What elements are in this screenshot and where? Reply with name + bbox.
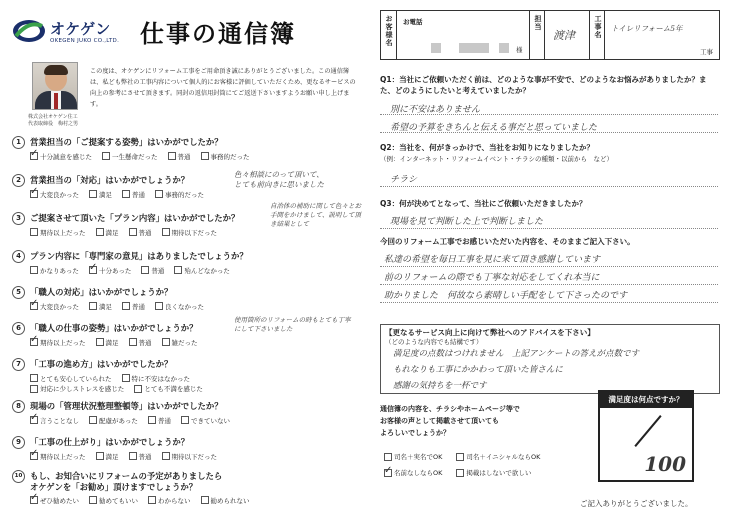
checkbox[interactable] xyxy=(30,266,38,274)
checkbox[interactable] xyxy=(148,496,156,504)
intro-text: この度は、オケゲンにリフォーム工事をご用命頂き誠にありがとうございました。この通信簿は、私ども弊社の工事内容について個人的にお客様に評価していただくため、更なるサービスの向上の参考にさせて頂きます。同封の返信用封筒にてご返送下さいますようお願い申し上げます。 xyxy=(90,68,356,108)
checkbox[interactable] xyxy=(122,190,130,198)
advice-line2: もれなりも工事にかかわって頂いた皆さんに xyxy=(393,365,563,375)
handwritten-note-q3: 自治体の補助に関して色々とお手間をかけまして、説明して頂き結果として xyxy=(270,202,361,228)
checkbox[interactable] xyxy=(89,302,97,310)
logo xyxy=(12,14,122,54)
staff-label: 担当 xyxy=(534,15,542,31)
checkbox[interactable] xyxy=(168,152,176,160)
score-value: 100 xyxy=(644,452,686,476)
page-title: 仕事の通信簿 xyxy=(140,20,296,48)
checkbox[interactable] xyxy=(456,469,464,477)
checkbox[interactable] xyxy=(30,385,38,393)
checkbox[interactable] xyxy=(102,152,110,160)
advice-line1: 満足度の点数はつけれません 上記アンケートの答えが点数です xyxy=(393,349,639,359)
satisfaction-score-box xyxy=(598,390,694,482)
answer-q2: チラシ xyxy=(390,175,418,185)
score-title: 満足度は何点ですか？ xyxy=(600,392,692,408)
right-page xyxy=(380,8,720,513)
publish-options-row2: ✓ 名前なしならOK 掲載はしないで欲しい xyxy=(384,468,531,477)
work-label: 工事名 xyxy=(594,15,602,39)
checkbox[interactable] xyxy=(129,228,137,236)
checkbox[interactable] xyxy=(122,302,130,310)
brand-sub: OKEGEN JUKO CO.,LTD. xyxy=(50,38,120,44)
checkbox[interactable] xyxy=(96,228,104,236)
logo-mark-icon xyxy=(12,18,46,44)
checkbox[interactable] xyxy=(96,338,104,346)
checkbox[interactable] xyxy=(89,190,97,198)
question-text: 営業担当の「ご提案する姿勢」はいかがでしたか？ xyxy=(30,137,223,147)
answer-q3: 現場を見て判断した上で判断しました xyxy=(390,217,544,227)
redacted-block xyxy=(499,43,509,53)
q2-text: Q2：当社を、何がきっかけで、当社をお知りになりましたか？ xyxy=(380,143,594,152)
message-line2: 前のリフォームの際でも丁寧な対応をしてくれ本当に xyxy=(384,273,600,283)
advice-line3: 感謝の気持ちを一杯です xyxy=(393,381,487,391)
checkbox[interactable] xyxy=(89,266,97,274)
checkbox[interactable] xyxy=(30,302,38,310)
checkbox[interactable] xyxy=(96,452,104,460)
checkbox[interactable] xyxy=(201,496,209,504)
message-title: 今回のリフォーム工事でお感じいただいた内容を、そのままご記入下さい。 xyxy=(380,237,635,246)
honorific: 様 xyxy=(516,46,523,54)
staff-value: 渡津 xyxy=(553,29,575,42)
checkbox[interactable] xyxy=(89,416,97,424)
checkbox[interactable] xyxy=(155,190,163,198)
answer-q1-line2: 希望の予算をきちんと伝える事だと思っていました xyxy=(390,123,598,133)
question-number: 1 xyxy=(12,136,25,149)
checkbox[interactable] xyxy=(148,416,156,424)
checkbox[interactable] xyxy=(30,152,38,160)
redacted-block xyxy=(459,43,489,53)
advice-title: 【更なるサービス向上に向けて弊社へのアドバイスを下さい】 xyxy=(385,328,595,337)
photo-caption: 株式会社オケゲン住工 代表取締役 梅村之男 xyxy=(28,114,79,127)
publish-question-line2: お客様の声として掲載させて頂いても xyxy=(380,417,499,425)
publish-options-row1: 司名＋実名でOK 司名＋イニシャルならOK xyxy=(384,452,540,461)
checkbox[interactable] xyxy=(129,338,137,346)
checkbox[interactable] xyxy=(30,228,38,236)
answer-q1-line1: 別に不安はありません xyxy=(390,105,481,115)
checkbox[interactable] xyxy=(122,374,130,382)
customer-label: お客様名 xyxy=(385,15,393,47)
checkbox[interactable] xyxy=(30,338,38,346)
message-line3: 助かりました 何故なら素晴しい手配をして下さったのです xyxy=(384,291,628,301)
score-slash xyxy=(634,415,661,447)
checkbox[interactable] xyxy=(384,453,392,461)
checkbox[interactable] xyxy=(30,190,38,198)
publish-question-line1: 通信簿の内容を、チラシやホームページ等で xyxy=(380,405,520,413)
president-photo xyxy=(32,62,78,110)
checkbox[interactable] xyxy=(30,452,38,460)
left-page: オケゲン OKEGEN JUKO CO.,LTD. 仕事の通信簿 株式会社オケゲン住工 代表取締役 梅村之男 この度は、オケゲンにリフォーム工事をご用命頂き誠にありがとうございました。この通信簿は、私ども弊社の工事内容について個人的にお客様に評価していただくため、更なるサービスの向上の参考にさせて頂きます。同封の返信用封筒にてご返送下さいますようお願い申し上げます。 1 営業担当の「ご提案する姿勢」はいかがでしたか？ ✓ 十分誠意を感じた 一生懸命だった 普通 事務的だった 2 営業担当の「対応」はいかがでしょうか？ ✓ 大変良かった 満足 普通 事務的だった 色々相談にのって頂いて、とても前向きに思いました 3 ご提案させて頂いた「プラン内容」はいかがでしたか？ 期待以上だった 満足 普通 期待以下だった 自治体の補助に関して色々とお手間をかけまして、説明して頂き結果として 4 プラン内容に「専門家の意見」はありましたでしょうか？ かなりあった ✓ 十分あった 普通 殆んどなかった 5 「職人の対応」はいかがでしょうか？ ✓ 大変良かった 満足 普通 良くなかった 6 「職人の仕事の姿勢」はいかがでしょうか？ ✓ 期待以上だった 満足 普通 雑だった 使用箇所のリフォームの時もとても丁寧にして下さいました 7 「工事の進め方」はいかがでしたか？ とても安心していられた 特に不安はなかった 対応に少しストレスを感じた とても不満を感じた 8 現場の「管理状況整理整頓等」はいかがでしたか？ ✓ 言うことなし 配慮があった 普通 できていない 9 「工事の仕上がり」はいかがでしょうか？ ✓ 期待以上だった 満足 普通 期待以下だった 10 もし、お知合いにリフォームの予定がありましたら オケゲンを「お勧め」頂けますでしょうか？ ✓ ぜひ勧めたい 勧めてもいい わからない 勧められない xyxy=(12,8,362,513)
checkbox[interactable] xyxy=(384,469,392,477)
thanks-text: ご記入ありがとうございました。 xyxy=(580,499,693,508)
advice-subtitle: （どのような内容でも結構です） xyxy=(385,338,483,346)
work-value: トイレリフォーム5年 xyxy=(611,24,683,33)
brand-name: オケゲン xyxy=(50,20,111,38)
q3-text: Q3：何が決めてとなって、当社にご依頼いただきましたか？ xyxy=(380,199,587,208)
handwritten-note-q6: 使用箇所のリフォームの時もとても丁寧にして下さいました xyxy=(234,316,351,333)
advice-box xyxy=(380,324,720,394)
checkbox[interactable] xyxy=(89,496,97,504)
checkbox[interactable] xyxy=(141,266,149,274)
checkbox[interactable] xyxy=(162,228,170,236)
checkbox[interactable] xyxy=(30,416,38,424)
publish-question-line3: よろしいでしょうか？ xyxy=(380,429,450,437)
checkbox[interactable] xyxy=(201,152,209,160)
checkbox[interactable] xyxy=(30,374,38,382)
q1-text: Q1：当社にご依頼いただく前は、どのような事が不安で、どのようなお悩みがありましたか？また、どのようにしたいと考えていましたか？ xyxy=(380,75,707,95)
checkbox[interactable] xyxy=(162,338,170,346)
checkbox[interactable] xyxy=(174,266,182,274)
checkbox[interactable] xyxy=(162,452,170,460)
handwritten-note-q2: 色々相談にのって頂いて、とても前向きに思いました xyxy=(234,170,324,189)
message-line1: 私達の希望を毎日工事を見に来て頂き感謝しています xyxy=(384,255,601,265)
checkbox[interactable] xyxy=(129,452,137,460)
phone-label: お電話 xyxy=(403,18,423,26)
q2-example: （例：インターネット・リフォームイベント・チラシの種類・以前から など） xyxy=(380,155,613,163)
checkbox[interactable] xyxy=(456,453,464,461)
redacted-block xyxy=(431,43,441,53)
work-suffix: 工事 xyxy=(700,48,713,56)
checkbox[interactable] xyxy=(155,302,163,310)
customer-header-table xyxy=(380,10,720,60)
checkbox[interactable] xyxy=(181,416,189,424)
checkbox[interactable] xyxy=(134,385,142,393)
checkbox[interactable] xyxy=(30,496,38,504)
